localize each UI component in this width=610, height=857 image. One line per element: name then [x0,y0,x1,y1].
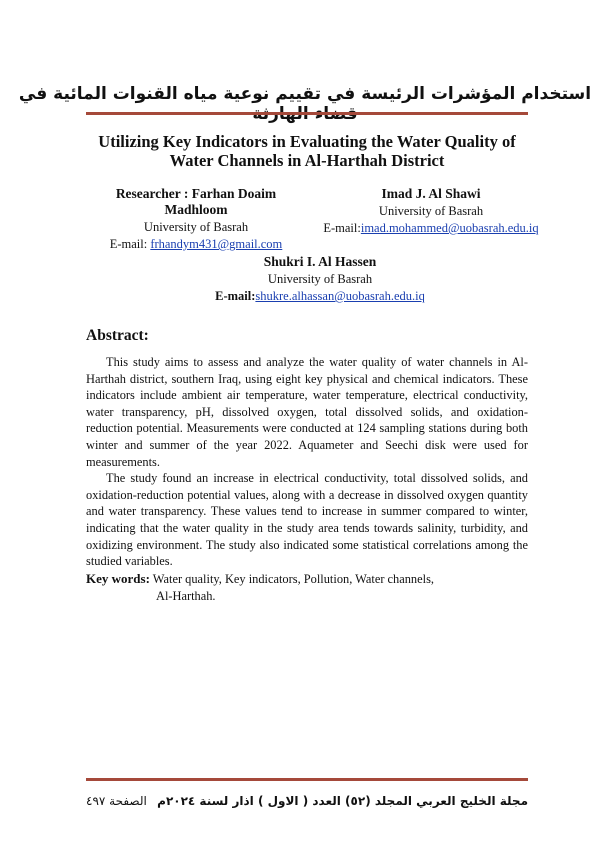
author-name: Shukri I. Al Hassen [263,254,377,269]
paper-title [86,132,528,170]
author-name: Researcher : Farhan Doaim Madhloom [115,186,277,217]
title-line-1: Utilizing Key Indicators in Evaluating the Water Quality of [98,132,516,151]
author-email-link[interactable]: shukre.alhassan@uobasrah.edu.iq [255,289,425,303]
keywords-label: Key words: [86,571,150,586]
keywords [86,571,528,604]
abstract-paragraph-1: This study aims to assess and analyze the water quality of water channels in Al-Harthah district, southern Iraq, using eight key physical and chemical indicators. These indicators include ambient air temperature, water temperature, electrical conductivity, water transparency, pH, dissolved oxygen, total dissolved solids, and oxidation-reduction potential. Measurements were conducted at 124 sampling stations during both winter and summer of the year 2022. Aquameter and Seechi disk were used for measurements. [86,355,528,469]
abstract-body [86,354,528,570]
author-block-2 [318,186,544,236]
journal-running-header: استخدام المؤشرات الرئيسة في تقييم نوعية مياه القنوات المائية في [18,84,592,104]
author-affiliation: University of Basrah [378,204,484,218]
footer-rule [86,778,528,781]
author-email-line [170,289,470,304]
page-number: الصفحة ٤٩٧ [86,794,147,808]
email-label: E-mail: [323,221,361,235]
author-email-line [86,237,306,252]
author-email-line [318,221,544,236]
email-label: E-mail: [109,237,151,251]
author-email-link[interactable]: frhandym431@gmail.com [150,237,283,251]
author-block-3 [170,254,470,304]
abstract-heading: Abstract: [86,327,149,344]
author-name: Imad J. Al Shawi [381,186,481,201]
author-affiliation: University of Basrah [267,272,373,286]
keywords-line-2: Al-Harthah. [156,588,216,603]
title-line-2: Water Channels in Al-Harthah District [169,151,445,170]
abstract-paragraph-2: The study found an increase in electrical conductivity, total dissolved solids, and oxidation-reduction potential values, along with a decrease in dissolved oxygen quantity and water transparency. These values tend to increase in summer compared to winter, indicating that the water quality in the study area tends towards salinity, turbidity, and oxidizing environment. The study also indicated some statistical correlations among the studied variables. [86,471,528,569]
author-affiliation: University of Basrah [143,220,249,234]
author-email-link[interactable]: imad.mohammed@uobasrah.edu.iq [360,221,539,235]
email-label: E-mail: [215,289,256,303]
journal-footer: مجلة الخليج العربي المجلد (٥٢) العدد ( الاول ) اذار لسنة ٢٠٢٤م [157,794,528,808]
author-block-1 [86,186,306,252]
keywords-line-1: Water quality, Key indicators, Pollution, Water channels, [152,572,434,586]
header-rule [86,112,528,115]
